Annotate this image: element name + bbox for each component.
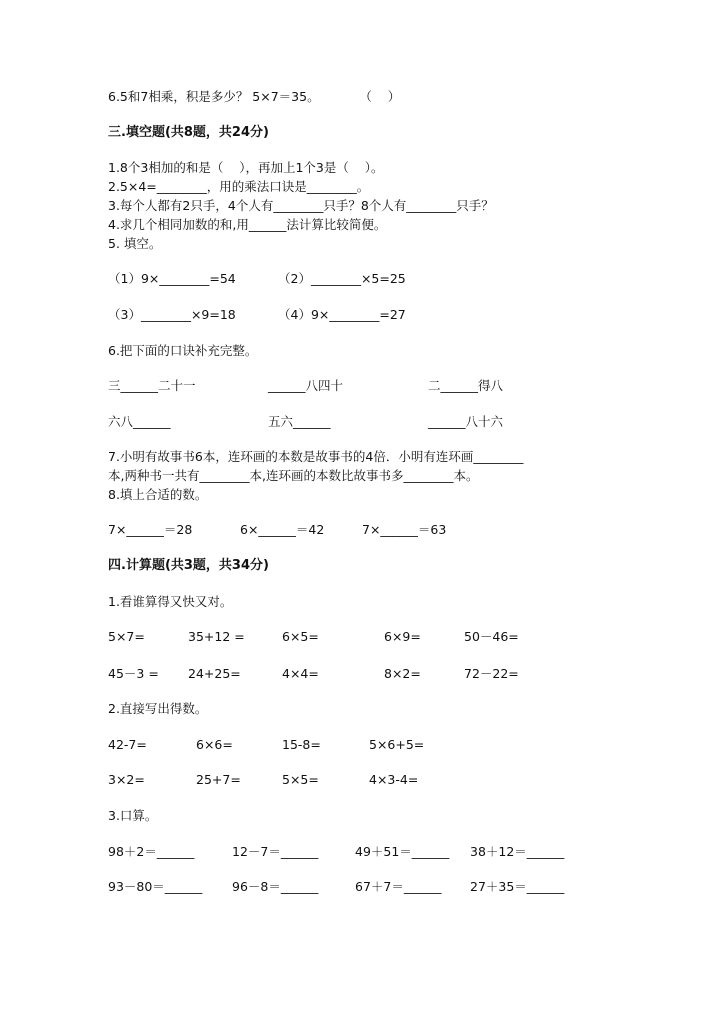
fill-question-2: 2.5×4=________，用的乘法口诀是________。 xyxy=(108,179,370,194)
oral-item: 38＋12＝______ xyxy=(470,844,565,859)
calc-item: 50－46= xyxy=(464,629,519,644)
oral-item: 27＋35＝______ xyxy=(470,879,565,894)
q5-item: （4）9×________=27 xyxy=(278,307,406,322)
section-3-heading: 三.填空题(共8题，共24分) xyxy=(108,125,269,140)
calc-item: 25+7= xyxy=(196,772,241,787)
q6-item: 二______得八 xyxy=(428,378,504,393)
fill-question-6: 6.把下面的口诀补充完整。 xyxy=(108,343,258,358)
calc-item: 5×5= xyxy=(282,772,319,787)
calc-item: 42-7= xyxy=(108,737,147,752)
calc-item: 3×2= xyxy=(108,772,145,787)
oral-item: 98＋2＝______ xyxy=(108,844,195,859)
calc-item: 15-8= xyxy=(282,737,321,752)
calc-item: 4×3-4= xyxy=(369,772,419,787)
calc-item: 5×6+5= xyxy=(369,737,425,752)
q6-item: ______八十六 xyxy=(428,414,504,429)
judge-question-6: 6.5和7相乘，积是多少？ 5×7＝35。 （ ） xyxy=(108,89,401,104)
fill-question-7-line2: 本,两种书一共有________本,连环画的本数比故事书多________本。 xyxy=(108,468,479,483)
calc-item: 45－3 = xyxy=(108,666,159,681)
fill-question-1: 1.8个3相加的和是（ ），再加上1个3是（ ）。 xyxy=(108,160,384,175)
q8-item: 7×______＝28 xyxy=(108,522,193,537)
oral-item: 12－7＝______ xyxy=(232,844,319,859)
oral-item: 67＋7＝______ xyxy=(355,879,442,894)
calc-item: 6×6= xyxy=(196,737,233,752)
q5-item: （1）9×________=54 xyxy=(108,271,236,286)
fill-question-4: 4.求几个相同加数的和,用______法计算比较简便。 xyxy=(108,217,387,232)
calc-item: 24+25= xyxy=(188,666,241,681)
calc-item: 35+12 = xyxy=(188,629,245,644)
calc-item: 6×9= xyxy=(384,629,421,644)
oral-item: 96－8＝______ xyxy=(232,879,319,894)
oral-item: 49＋51＝______ xyxy=(355,844,450,859)
calc-item: 5×7= xyxy=(108,629,145,644)
q6-item: ______八四十 xyxy=(268,378,344,393)
q6-item: 五六______ xyxy=(268,414,331,429)
calc-item: 8×2= xyxy=(384,666,421,681)
calc-item: 6×5= xyxy=(282,629,319,644)
q5-item: （2）________×5=25 xyxy=(278,271,406,286)
calc-question-2: 2.直接写出得数。 xyxy=(108,701,208,716)
fill-question-3: 3.每个人都有2只手，4个人有________只手？8个人有________只手？ xyxy=(108,198,494,213)
fill-question-8: 8.填上合适的数。 xyxy=(108,487,208,502)
calc-question-3: 3.口算。 xyxy=(108,808,158,823)
calc-item: 4×4= xyxy=(282,666,319,681)
q8-item: 6×______＝42 xyxy=(240,522,325,537)
q5-item: （3）________×9=18 xyxy=(108,307,236,322)
oral-item: 93－80＝______ xyxy=(108,879,203,894)
q8-item: 7×______＝63 xyxy=(362,522,447,537)
calc-item: 72－22= xyxy=(464,666,519,681)
calc-question-1: 1.看谁算得又快又对。 xyxy=(108,594,233,609)
fill-question-5: 5. 填空。 xyxy=(108,236,162,251)
fill-question-7-line1: 7.小明有故事书6本，连环画的本数是故事书的4倍．小明有连环画________ xyxy=(108,449,524,464)
section-4-heading: 四.计算题(共3题，共34分) xyxy=(108,558,269,573)
q6-item: 六八______ xyxy=(108,414,171,429)
q6-item: 三______二十一 xyxy=(108,378,196,393)
